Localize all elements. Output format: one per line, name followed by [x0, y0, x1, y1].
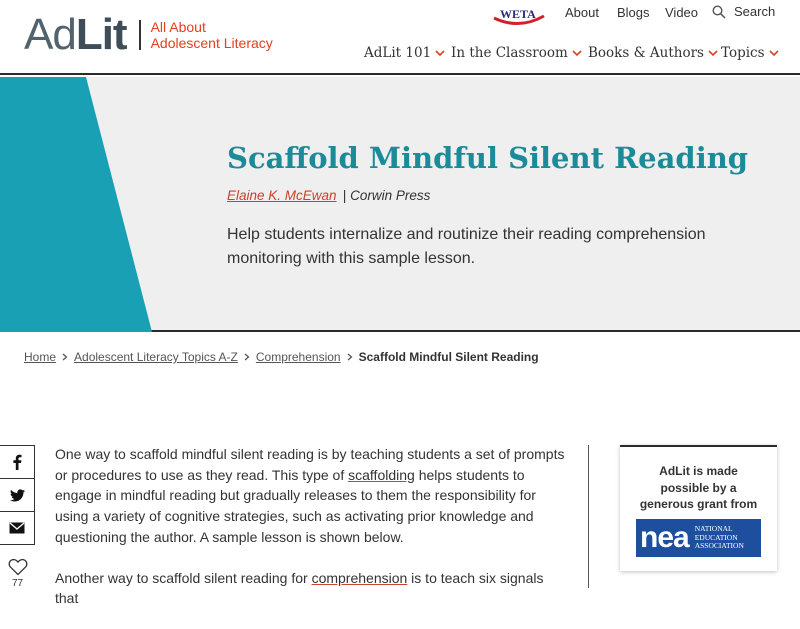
paragraph-text: One way to scaffold mindful silent reading is by teaching students a set of prompts or procedures to use as they read. This type of: [55, 446, 565, 483]
chevron-down-icon: [435, 49, 445, 57]
envelope-icon: [9, 522, 25, 534]
twitter-share-button[interactable]: [0, 478, 35, 512]
weta-logo[interactable]: [492, 2, 546, 26]
paragraph-text: Another way to scaffold silent reading for: [55, 569, 312, 586]
chevron-down-icon: [769, 49, 779, 57]
breadcrumb: [24, 350, 539, 364]
hero-banner: [0, 77, 800, 332]
breadcrumb-topics[interactable]: Adolescent Literacy Topics A-Z: [74, 350, 238, 364]
tagline-line2: Adolescent Literacy: [150, 35, 273, 51]
publisher: Corwin Press: [350, 188, 431, 203]
heart-icon[interactable]: [8, 558, 28, 576]
sponsor-box: [620, 445, 777, 571]
nav-in-the-classroom[interactable]: [451, 43, 582, 63]
nav-label: In the Classroom: [451, 45, 568, 61]
like-count: 77: [12, 578, 24, 589]
logo-ad: Ad: [24, 10, 76, 59]
paragraph-text: is to teach six signals that: [55, 569, 544, 607]
chevron-right-icon: [347, 353, 353, 361]
search-icon: [712, 5, 726, 19]
logo-wordmark: [24, 10, 127, 59]
nav-books-authors[interactable]: [588, 43, 718, 63]
breadcrumb-home[interactable]: Home: [24, 350, 57, 364]
twitter-icon: [10, 489, 25, 502]
chevron-right-icon: [244, 353, 250, 361]
weta-label: WETA: [500, 7, 536, 21]
author-link[interactable]: Elaine K. McEwan: [227, 188, 337, 203]
facebook-icon: [11, 454, 23, 470]
nav-label: Topics: [721, 45, 765, 61]
nea-line1: NATIONAL: [694, 524, 733, 534]
social-share-bar: [0, 445, 35, 544]
article-body: [55, 444, 565, 629]
nav-label: Books & Authors: [588, 45, 704, 61]
nav-adlit-101[interactable]: [364, 43, 445, 63]
adlit-logo[interactable]: [24, 10, 273, 60]
breadcrumb-current: Scaffold Mindful Silent Reading: [358, 350, 539, 364]
page-description: Help students internalize and routinize their reading comprehension monitoring with this sample lesson.: [227, 226, 706, 267]
nea-line2: EDUCATION: [694, 532, 738, 542]
page-title: Scaffold Mindful Silent Reading: [227, 141, 749, 175]
byline: [227, 188, 430, 203]
byline-separator: |: [342, 188, 347, 203]
search-label: Search: [734, 4, 776, 19]
nea-line3: ASSOCIATION: [694, 541, 744, 551]
logo-divider: [139, 20, 141, 50]
nea-logo-text: [695, 525, 744, 551]
nav-label: AdLit 101: [364, 45, 432, 61]
article-paragraph: [55, 444, 565, 548]
search-button[interactable]: [712, 4, 775, 19]
chevron-right-icon: [62, 353, 68, 361]
nav-topics[interactable]: [721, 43, 779, 63]
content-divider: [588, 445, 589, 588]
article-paragraph: [55, 568, 565, 609]
nea-logo[interactable]: [636, 519, 761, 557]
hero-accent-shape: [0, 77, 160, 332]
nea-logo-mark: nea: [640, 521, 689, 554]
logo-tagline: [151, 19, 273, 51]
logo-lit: Lit: [75, 10, 127, 59]
email-share-button[interactable]: [0, 511, 35, 545]
scaffolding-glossary-link[interactable]: scaffolding: [348, 466, 415, 483]
chevron-down-icon: [708, 49, 718, 57]
about-link[interactable]: About: [565, 5, 599, 20]
blogs-link[interactable]: Blogs: [617, 5, 650, 20]
chevron-down-icon: [572, 49, 582, 57]
facebook-share-button[interactable]: [0, 445, 35, 479]
sponsor-text: AdLit is made possible by a generous grant from: [639, 464, 758, 511]
site-header: [0, 0, 800, 75]
breadcrumb-comprehension[interactable]: Comprehension: [255, 350, 341, 364]
tagline-line1: All About: [150, 19, 206, 35]
comprehension-glossary-link[interactable]: comprehension: [311, 569, 408, 586]
paragraph-text: helps students to engage in mindful reading but gradually releases to them the responsibility for using a variety of cognitive strategies, such as activating prior knowledge and questioning the author. A sample lesson is shown below.: [55, 466, 536, 545]
video-link[interactable]: Video: [665, 5, 699, 20]
